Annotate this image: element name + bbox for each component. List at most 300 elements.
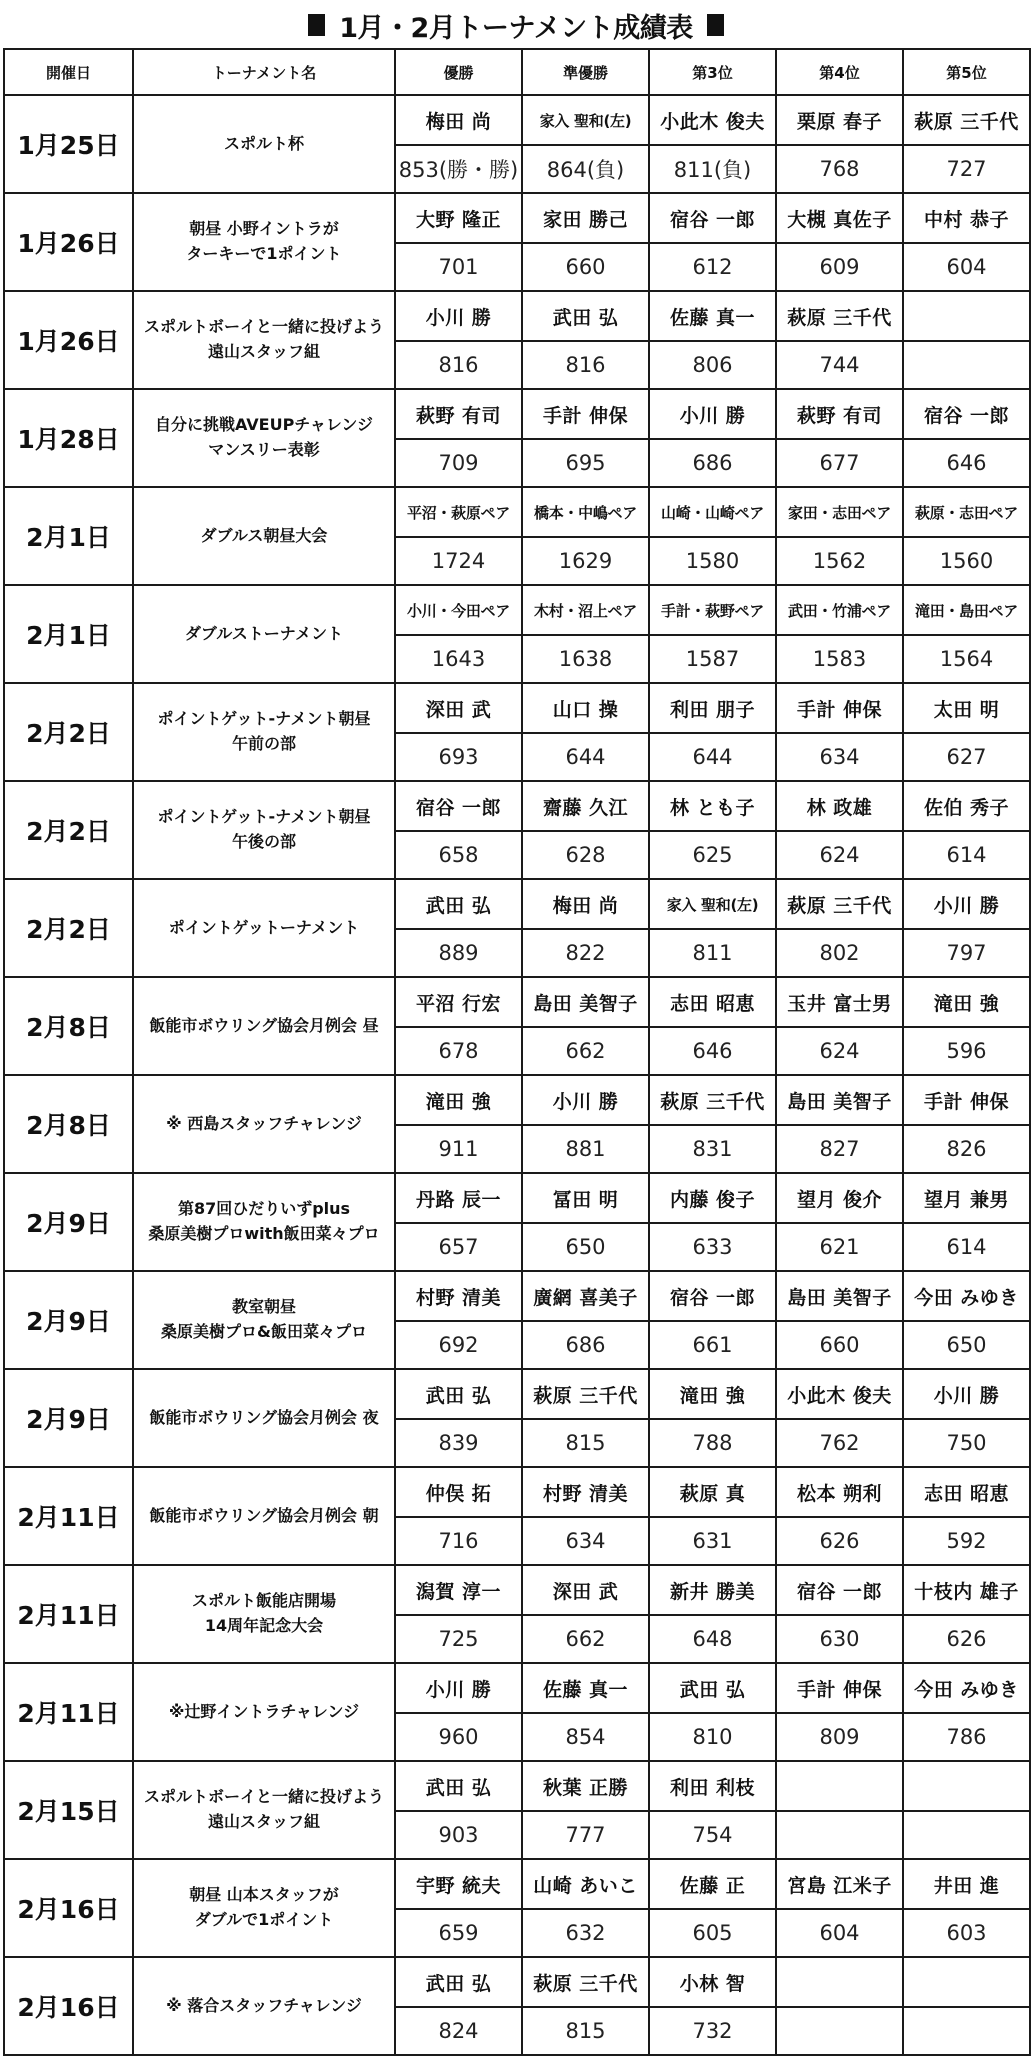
place-2-name: 村野 清美 bbox=[522, 1467, 649, 1517]
tournament-name bbox=[133, 1859, 395, 1957]
place-5-score: 826 bbox=[903, 1125, 1030, 1173]
place-5-score: 596 bbox=[903, 1027, 1030, 1075]
place-5-score: 650 bbox=[903, 1321, 1030, 1369]
square-bullet-icon bbox=[308, 14, 325, 36]
place-5-name: 中村 恭子 bbox=[903, 193, 1030, 243]
place-5-name: 十枝内 雄子 bbox=[903, 1565, 1030, 1615]
place-2-score: 628 bbox=[522, 831, 649, 879]
place-5-name: 太田 明 bbox=[903, 683, 1030, 733]
header-1st: 優勝 bbox=[395, 49, 522, 95]
place-1-name: 平沼・萩原ペア bbox=[395, 487, 522, 537]
place-1-score: 657 bbox=[395, 1223, 522, 1271]
place-3-score: 754 bbox=[649, 1811, 776, 1859]
place-1-score: 960 bbox=[395, 1713, 522, 1761]
event-date: 2月11日 bbox=[4, 1467, 133, 1565]
table-row bbox=[4, 977, 1030, 1027]
place-4-score: 630 bbox=[776, 1615, 903, 1663]
place-3-name: 佐藤 真一 bbox=[649, 291, 776, 341]
results-table bbox=[3, 48, 1031, 2056]
place-3-name: 志田 昭恵 bbox=[649, 977, 776, 1027]
place-5-name bbox=[903, 1761, 1030, 1811]
place-1-name: 武田 弘 bbox=[395, 879, 522, 929]
tournament-name-line: ダブルストーナメント bbox=[184, 623, 344, 643]
tournament-name bbox=[133, 585, 395, 683]
tournament-name-line: 午後の部 bbox=[231, 832, 296, 851]
place-3-name: 小林 智 bbox=[649, 1957, 776, 2007]
tournament-name bbox=[133, 1173, 395, 1271]
place-3-score: 686 bbox=[649, 439, 776, 487]
place-2-score: 644 bbox=[522, 733, 649, 781]
place-1-name: 小川 勝 bbox=[395, 1663, 522, 1713]
place-2-score: 662 bbox=[522, 1615, 649, 1663]
place-4-name: 宮島 江米子 bbox=[776, 1859, 903, 1909]
header-2nd: 準優勝 bbox=[522, 49, 649, 95]
tournament-name-line: 飯能市ボウリング協会月例会 昼 bbox=[149, 1015, 379, 1035]
place-1-name: 梅田 尚 bbox=[395, 95, 522, 145]
place-5-name: 今田 みゆき bbox=[903, 1271, 1030, 1321]
table-row bbox=[4, 683, 1030, 733]
place-4-name: 萩原 三千代 bbox=[776, 291, 903, 341]
place-3-score: 661 bbox=[649, 1321, 776, 1369]
place-2-score: 822 bbox=[522, 929, 649, 977]
place-1-name: 深田 武 bbox=[395, 683, 522, 733]
table-row bbox=[4, 585, 1030, 635]
tournament-name-line: ※ 落合スタッフチャレンジ bbox=[166, 1995, 362, 2015]
place-5-name: 志田 昭恵 bbox=[903, 1467, 1030, 1517]
tournament-name-line: 午前の部 bbox=[231, 734, 296, 753]
place-3-score: 633 bbox=[649, 1223, 776, 1271]
header-tournament: トーナメント名 bbox=[133, 49, 395, 95]
place-2-name: 深田 武 bbox=[522, 1565, 649, 1615]
place-1-score: 889 bbox=[395, 929, 522, 977]
tournament-name bbox=[133, 1075, 395, 1173]
event-date: 2月16日 bbox=[4, 1859, 133, 1957]
table-row bbox=[4, 1859, 1030, 1909]
place-2-score: 816 bbox=[522, 341, 649, 389]
event-date: 2月16日 bbox=[4, 1957, 133, 2055]
place-4-name: 武田・竹浦ペア bbox=[776, 585, 903, 635]
tournament-name-line: スポルト杯 bbox=[223, 133, 304, 153]
place-2-score: 815 bbox=[522, 2007, 649, 2055]
header-row bbox=[4, 49, 1030, 95]
table-row bbox=[4, 95, 1030, 145]
tournament-name-line: 桑原美樹プロ&飯田菜々プロ bbox=[161, 1322, 367, 1341]
place-5-name: 小川 勝 bbox=[903, 879, 1030, 929]
place-4-name bbox=[776, 1761, 903, 1811]
place-1-score: 903 bbox=[395, 1811, 522, 1859]
table-row bbox=[4, 1565, 1030, 1615]
place-1-score: 692 bbox=[395, 1321, 522, 1369]
tournament-name-line: スポルト飯能店開場 bbox=[191, 1591, 336, 1611]
place-1-score: 1724 bbox=[395, 537, 522, 585]
tournament-name bbox=[133, 1761, 395, 1859]
place-4-score: 609 bbox=[776, 243, 903, 291]
place-2-name: 梅田 尚 bbox=[522, 879, 649, 929]
table-row bbox=[4, 781, 1030, 831]
tournament-name-line: スポルトボーイと一緒に投げよう bbox=[143, 1787, 384, 1807]
place-3-score: 605 bbox=[649, 1909, 776, 1957]
place-5-name: 滝田・島田ペア bbox=[903, 585, 1030, 635]
tournament-name bbox=[133, 781, 395, 879]
event-date: 1月26日 bbox=[4, 193, 133, 291]
place-3-name: 宿谷 一郎 bbox=[649, 1271, 776, 1321]
place-2-score: 686 bbox=[522, 1321, 649, 1369]
place-5-score bbox=[903, 1811, 1030, 1859]
place-5-name bbox=[903, 291, 1030, 341]
place-2-name: 齋藤 久江 bbox=[522, 781, 649, 831]
place-1-name: 潟賀 淳一 bbox=[395, 1565, 522, 1615]
tournament-name bbox=[133, 1467, 395, 1565]
place-3-score: 811 bbox=[649, 929, 776, 977]
place-4-score: 768 bbox=[776, 145, 903, 193]
place-1-name: 武田 弘 bbox=[395, 1761, 522, 1811]
place-2-score: 777 bbox=[522, 1811, 649, 1859]
place-2-score: 634 bbox=[522, 1517, 649, 1565]
place-3-name: 利田 利枝 bbox=[649, 1761, 776, 1811]
header-4th: 第4位 bbox=[776, 49, 903, 95]
place-2-score: 632 bbox=[522, 1909, 649, 1957]
tournament-name-line: 桑原美樹プロwith飯田菜々プロ bbox=[148, 1224, 380, 1243]
tournament-name-line: ダブルで1ポイント bbox=[194, 1910, 334, 1929]
place-2-name: 山崎 あいこ bbox=[522, 1859, 649, 1909]
tournament-name-line: 自分に挑戦AVEUPチャレンジ bbox=[154, 415, 374, 435]
tournament-name-line: ポイントゲット-ナメント朝昼 bbox=[157, 709, 371, 729]
tournament-name-line: 第87回ひだりいずplus bbox=[177, 1199, 351, 1219]
place-2-name: 手計 伸保 bbox=[522, 389, 649, 439]
tournament-name bbox=[133, 1957, 395, 2055]
place-2-name: 武田 弘 bbox=[522, 291, 649, 341]
place-3-score: 806 bbox=[649, 341, 776, 389]
place-5-score bbox=[903, 341, 1030, 389]
event-date: 2月8日 bbox=[4, 1075, 133, 1173]
tournament-name-line: ※辻野イントラチャレンジ bbox=[168, 1701, 360, 1721]
event-date: 2月11日 bbox=[4, 1565, 133, 1663]
place-1-score: 693 bbox=[395, 733, 522, 781]
header-3rd: 第3位 bbox=[649, 49, 776, 95]
table-row bbox=[4, 1957, 1030, 2007]
place-3-name: 宿谷 一郎 bbox=[649, 193, 776, 243]
table-row bbox=[4, 1173, 1030, 1223]
place-2-score: 1629 bbox=[522, 537, 649, 585]
place-4-name: 栗原 春子 bbox=[776, 95, 903, 145]
place-4-score: 621 bbox=[776, 1223, 903, 1271]
table-row bbox=[4, 487, 1030, 537]
tournament-name bbox=[133, 1565, 395, 1663]
event-date: 2月2日 bbox=[4, 781, 133, 879]
place-3-score: 1587 bbox=[649, 635, 776, 683]
place-5-name: 今田 みゆき bbox=[903, 1663, 1030, 1713]
tournament-name-line: ポイントゲット-ナメント朝昼 bbox=[157, 807, 371, 827]
place-3-name: 新井 勝美 bbox=[649, 1565, 776, 1615]
place-1-name: 武田 弘 bbox=[395, 1957, 522, 2007]
place-3-score: 811(負) bbox=[649, 145, 776, 193]
place-2-score: 815 bbox=[522, 1419, 649, 1467]
place-2-name: 山口 操 bbox=[522, 683, 649, 733]
place-2-score: 660 bbox=[522, 243, 649, 291]
place-1-score: 678 bbox=[395, 1027, 522, 1075]
place-1-score: 911 bbox=[395, 1125, 522, 1173]
place-2-score: 650 bbox=[522, 1223, 649, 1271]
place-1-name: 宿谷 一郎 bbox=[395, 781, 522, 831]
tournament-name-line: マンスリー表彰 bbox=[208, 440, 320, 459]
tournament-name-line: スポルトボーイと一緒に投げよう bbox=[143, 317, 384, 337]
tournament-name bbox=[133, 1663, 395, 1761]
place-1-name: 宇野 統夫 bbox=[395, 1859, 522, 1909]
tournament-name-line: ダブルス朝昼大会 bbox=[200, 525, 328, 545]
place-4-name: 大槻 真佐子 bbox=[776, 193, 903, 243]
tournament-name-line: ターキーで1ポイント bbox=[186, 244, 342, 263]
place-4-score: 762 bbox=[776, 1419, 903, 1467]
place-2-name: 家入 聖和(左) bbox=[522, 95, 649, 145]
place-3-score: 648 bbox=[649, 1615, 776, 1663]
tournament-name-line: ※ 西島スタッフチャレンジ bbox=[166, 1113, 362, 1133]
place-3-score: 631 bbox=[649, 1517, 776, 1565]
place-3-score: 644 bbox=[649, 733, 776, 781]
place-4-score: 1562 bbox=[776, 537, 903, 585]
place-1-name: 平沼 行宏 bbox=[395, 977, 522, 1027]
place-3-name: 内藤 俊子 bbox=[649, 1173, 776, 1223]
place-5-name: 佐伯 秀子 bbox=[903, 781, 1030, 831]
event-date: 1月26日 bbox=[4, 291, 133, 389]
table-row bbox=[4, 389, 1030, 439]
place-4-name: 手計 伸保 bbox=[776, 1663, 903, 1713]
place-1-score: 658 bbox=[395, 831, 522, 879]
place-4-score: 604 bbox=[776, 1909, 903, 1957]
place-5-name: 宿谷 一郎 bbox=[903, 389, 1030, 439]
place-1-name: 萩野 有司 bbox=[395, 389, 522, 439]
tournament-name bbox=[133, 193, 395, 291]
event-date: 2月2日 bbox=[4, 683, 133, 781]
place-3-score: 810 bbox=[649, 1713, 776, 1761]
place-5-name: 滝田 強 bbox=[903, 977, 1030, 1027]
place-4-score: 660 bbox=[776, 1321, 903, 1369]
place-2-name: 島田 美智子 bbox=[522, 977, 649, 1027]
place-1-name: 小川 勝 bbox=[395, 291, 522, 341]
tournament-name-line: 14周年記念大会 bbox=[204, 1616, 324, 1635]
tournament-name bbox=[133, 291, 395, 389]
place-1-name: 小川・今田ペア bbox=[395, 585, 522, 635]
place-5-name bbox=[903, 1957, 1030, 2007]
place-1-score: 701 bbox=[395, 243, 522, 291]
event-date: 1月25日 bbox=[4, 95, 133, 193]
place-3-name: 滝田 強 bbox=[649, 1369, 776, 1419]
event-date: 1月28日 bbox=[4, 389, 133, 487]
place-2-score: 662 bbox=[522, 1027, 649, 1075]
place-3-score: 646 bbox=[649, 1027, 776, 1075]
tournament-name-line: 遠山スタッフ組 bbox=[207, 342, 320, 361]
place-1-name: 丹路 辰一 bbox=[395, 1173, 522, 1223]
place-5-score: 1564 bbox=[903, 635, 1030, 683]
place-2-score: 864(負) bbox=[522, 145, 649, 193]
place-5-score: 797 bbox=[903, 929, 1030, 977]
place-4-score: 626 bbox=[776, 1517, 903, 1565]
place-4-name: 島田 美智子 bbox=[776, 1075, 903, 1125]
place-1-score: 853(勝・勝) bbox=[395, 145, 522, 193]
place-3-name: 家入 聖和(左) bbox=[649, 879, 776, 929]
place-2-score: 1638 bbox=[522, 635, 649, 683]
event-date: 2月9日 bbox=[4, 1369, 133, 1467]
place-4-score: 624 bbox=[776, 1027, 903, 1075]
place-2-score: 854 bbox=[522, 1713, 649, 1761]
place-1-score: 716 bbox=[395, 1517, 522, 1565]
place-1-name: 武田 弘 bbox=[395, 1369, 522, 1419]
place-4-name: 小此木 俊夫 bbox=[776, 1369, 903, 1419]
place-5-score: 592 bbox=[903, 1517, 1030, 1565]
place-5-name: 萩原・志田ペア bbox=[903, 487, 1030, 537]
table-row bbox=[4, 1467, 1030, 1517]
place-3-score: 1580 bbox=[649, 537, 776, 585]
table-row bbox=[4, 1761, 1030, 1811]
place-4-name: 手計 伸保 bbox=[776, 683, 903, 733]
page-title bbox=[0, 6, 1032, 44]
place-4-name: 望月 俊介 bbox=[776, 1173, 903, 1223]
place-5-name: 手計 伸保 bbox=[903, 1075, 1030, 1125]
square-bullet-icon bbox=[707, 14, 724, 36]
table-row bbox=[4, 1271, 1030, 1321]
place-1-score: 659 bbox=[395, 1909, 522, 1957]
place-5-name: 小川 勝 bbox=[903, 1369, 1030, 1419]
place-4-score: 677 bbox=[776, 439, 903, 487]
place-4-name: 萩野 有司 bbox=[776, 389, 903, 439]
place-1-score: 824 bbox=[395, 2007, 522, 2055]
place-2-name: 木村・沼上ペア bbox=[522, 585, 649, 635]
tournament-name bbox=[133, 95, 395, 193]
place-2-score: 695 bbox=[522, 439, 649, 487]
place-1-score: 816 bbox=[395, 341, 522, 389]
tournament-name bbox=[133, 487, 395, 585]
place-1-score: 725 bbox=[395, 1615, 522, 1663]
event-date: 2月1日 bbox=[4, 585, 133, 683]
place-4-name: 萩原 三千代 bbox=[776, 879, 903, 929]
place-5-score: 614 bbox=[903, 1223, 1030, 1271]
table-row bbox=[4, 1663, 1030, 1713]
place-2-name: 家田 勝己 bbox=[522, 193, 649, 243]
place-5-score: 627 bbox=[903, 733, 1030, 781]
place-4-score bbox=[776, 1811, 903, 1859]
place-5-score: 786 bbox=[903, 1713, 1030, 1761]
tournament-name-line: 朝昼 小野イントラが bbox=[189, 219, 339, 239]
event-date: 2月8日 bbox=[4, 977, 133, 1075]
place-3-name: 萩原 真 bbox=[649, 1467, 776, 1517]
place-2-name: 冨田 明 bbox=[522, 1173, 649, 1223]
table-row bbox=[4, 193, 1030, 243]
place-4-name: 島田 美智子 bbox=[776, 1271, 903, 1321]
place-4-name: 玉井 富士男 bbox=[776, 977, 903, 1027]
place-4-name bbox=[776, 1957, 903, 2007]
place-1-score: 1643 bbox=[395, 635, 522, 683]
tournament-name-line: 教室朝昼 bbox=[231, 1297, 296, 1317]
place-5-score: 750 bbox=[903, 1419, 1030, 1467]
place-2-name: 秋葉 正勝 bbox=[522, 1761, 649, 1811]
place-1-score: 709 bbox=[395, 439, 522, 487]
tournament-name bbox=[133, 1369, 395, 1467]
place-5-name: 望月 兼男 bbox=[903, 1173, 1030, 1223]
place-2-name: 廣網 喜美子 bbox=[522, 1271, 649, 1321]
table-row bbox=[4, 1075, 1030, 1125]
place-4-name: 松本 朔利 bbox=[776, 1467, 903, 1517]
place-5-name: 萩原 三千代 bbox=[903, 95, 1030, 145]
place-4-name: 家田・志田ペア bbox=[776, 487, 903, 537]
tournament-name-line: 飯能市ボウリング協会月例会 夜 bbox=[149, 1407, 379, 1427]
place-4-score: 827 bbox=[776, 1125, 903, 1173]
tournament-name-line: 朝昼 山本スタッフが bbox=[189, 1885, 339, 1905]
event-date: 2月11日 bbox=[4, 1663, 133, 1761]
place-5-score: 727 bbox=[903, 145, 1030, 193]
place-5-name: 井田 進 bbox=[903, 1859, 1030, 1909]
tournament-name bbox=[133, 879, 395, 977]
place-3-name: 林 とも子 bbox=[649, 781, 776, 831]
place-3-name: 手計・萩野ペア bbox=[649, 585, 776, 635]
place-1-name: 滝田 強 bbox=[395, 1075, 522, 1125]
place-2-name: 萩原 三千代 bbox=[522, 1957, 649, 2007]
place-2-name: 佐藤 真一 bbox=[522, 1663, 649, 1713]
tournament-name bbox=[133, 683, 395, 781]
place-3-score: 831 bbox=[649, 1125, 776, 1173]
place-1-name: 大野 隆正 bbox=[395, 193, 522, 243]
tournament-name bbox=[133, 1271, 395, 1369]
place-5-score: 614 bbox=[903, 831, 1030, 879]
place-4-name: 林 政雄 bbox=[776, 781, 903, 831]
tournament-name-line: 遠山スタッフ組 bbox=[207, 1812, 320, 1831]
place-1-name: 仲俣 拓 bbox=[395, 1467, 522, 1517]
place-5-score: 1560 bbox=[903, 537, 1030, 585]
place-4-score: 624 bbox=[776, 831, 903, 879]
header-5th: 第5位 bbox=[903, 49, 1030, 95]
table-row bbox=[4, 879, 1030, 929]
title-text: 1月・2月トーナメント成績表 bbox=[339, 12, 693, 44]
place-3-name: 利田 朋子 bbox=[649, 683, 776, 733]
tournament-name bbox=[133, 977, 395, 1075]
tournament-name-line: ポイントゲットーナメント bbox=[168, 917, 360, 937]
table-row bbox=[4, 291, 1030, 341]
place-2-name: 萩原 三千代 bbox=[522, 1369, 649, 1419]
place-5-score: 646 bbox=[903, 439, 1030, 487]
place-3-name: 小此木 俊夫 bbox=[649, 95, 776, 145]
place-3-name: 山崎・山崎ペア bbox=[649, 487, 776, 537]
place-4-score: 634 bbox=[776, 733, 903, 781]
place-5-score: 626 bbox=[903, 1615, 1030, 1663]
place-3-name: 小川 勝 bbox=[649, 389, 776, 439]
place-3-score: 788 bbox=[649, 1419, 776, 1467]
event-date: 2月9日 bbox=[4, 1271, 133, 1369]
place-4-score: 802 bbox=[776, 929, 903, 977]
table-row bbox=[4, 1369, 1030, 1419]
event-date: 2月15日 bbox=[4, 1761, 133, 1859]
place-4-name: 宿谷 一郎 bbox=[776, 1565, 903, 1615]
place-1-score: 839 bbox=[395, 1419, 522, 1467]
place-3-score: 732 bbox=[649, 2007, 776, 2055]
place-2-name: 小川 勝 bbox=[522, 1075, 649, 1125]
place-3-name: 武田 弘 bbox=[649, 1663, 776, 1713]
place-3-score: 625 bbox=[649, 831, 776, 879]
place-5-score: 603 bbox=[903, 1909, 1030, 1957]
place-3-name: 萩原 三千代 bbox=[649, 1075, 776, 1125]
event-date: 2月1日 bbox=[4, 487, 133, 585]
tournament-name-line: 飯能市ボウリング協会月例会 朝 bbox=[149, 1505, 379, 1525]
place-5-score: 604 bbox=[903, 243, 1030, 291]
place-2-name: 橋本・中嶋ペア bbox=[522, 487, 649, 537]
place-1-name: 村野 清美 bbox=[395, 1271, 522, 1321]
event-date: 2月2日 bbox=[4, 879, 133, 977]
place-2-score: 881 bbox=[522, 1125, 649, 1173]
event-date: 2月9日 bbox=[4, 1173, 133, 1271]
place-3-name: 佐藤 正 bbox=[649, 1859, 776, 1909]
place-4-score: 809 bbox=[776, 1713, 903, 1761]
tournament-name bbox=[133, 389, 395, 487]
place-3-score: 612 bbox=[649, 243, 776, 291]
place-4-score: 1583 bbox=[776, 635, 903, 683]
header-date: 開催日 bbox=[4, 49, 133, 95]
